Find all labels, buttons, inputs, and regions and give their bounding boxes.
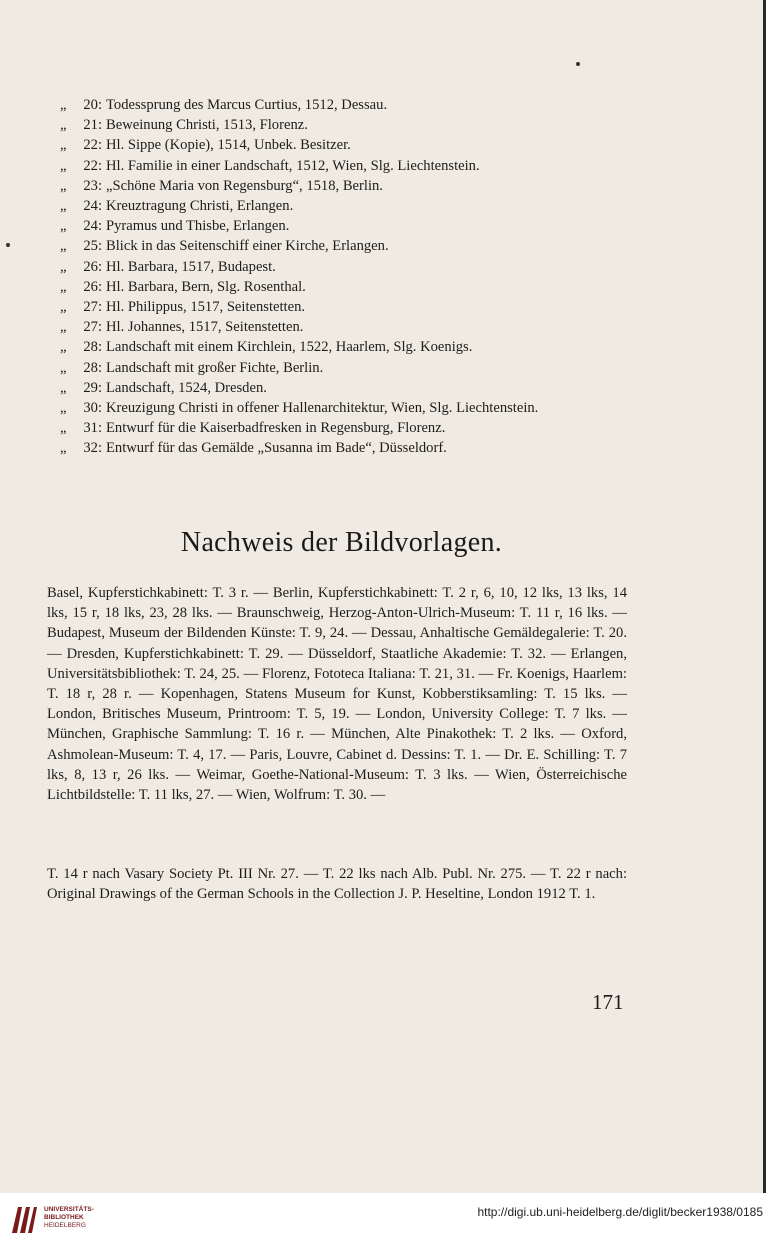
list-item: „ 22: Hl. Sippe (Kopie), 1514, Unbek. Besitzer. xyxy=(60,137,351,154)
catalogue-list xyxy=(56,95,616,459)
list-item: „ 27: Hl. Johannes, 1517, Seitenstetten. xyxy=(60,319,304,336)
list-item: „ 28: Landschaft mit einem Kirchlein, 1522, Haarlem, Slg. Koenigs. xyxy=(60,339,473,356)
list-item-text: Entwurf für die Kaiserbadfresken in Regensburg, Florenz. xyxy=(106,420,446,437)
list-item-text: Landschaft, 1524, Dresden. xyxy=(106,379,267,396)
list-item: „ 27: Hl. Philippus, 1517, Seitenstetten. xyxy=(60,299,306,316)
list-item-text: Todessprung des Marcus Curtius, 1512, Dessau. xyxy=(106,97,388,113)
list-item: „ 22: Hl. Familie in einer Landschaft, 1512, Wien, Slg. Liechtenstein. xyxy=(60,157,480,174)
library-logo-text: UNIVERSITÄTS- BIBLIOTHEK HEIDELBERG xyxy=(44,1206,94,1229)
list-item: „ 20: Todessprung des Marcus Curtius, 1512, Dessau. xyxy=(60,97,388,113)
page-number: 171 xyxy=(592,990,624,1014)
sources-paragraph: Basel, Kupferstichkabinett: T. 3 r. — Berlin, Kupferstichkabinett: T. 2 r, 6, 10, 12 lks, 13 lks, 14 lks, 15 r, 18 lks, 23, 28 lks. — Braunschweig, Herzog-Anton-Ulrich-Museum: T. 11 r, 16 lks. — Budapest, Museum der Bildenden Künste: T. 9, 24. — Dessau, Anhaltische Gemäldegalerie: T. 20. — Dresden, Kupferstichkabinett: T. 29. — Düsseldorf, Staatliche Akademie: T. 32. — Erlangen, Universitätsbibliothek: T. 24, 25. — Florenz, Fototeca Italiana: T. 21, 31. — Fr. Koenigs, Haarlem: T. 18 r, 28 r. — Kopenhagen, Statens Museum for Kunst, Kobberstiksamling: T. 15 lks. — London, Britisches Museum, Printroom: T. 5, 19. — London, University College: T. 7 lks. — München, Graphische Sammlung: T. 16 r. — München, Alte Pinakothek: T. 2 lks. — Oxford, Ashmolean-Museum: T. 4, 17. — Paris, Louvre, Cabinet d. Dessins: T. 1. — Dr. E. Schilling: T. 7 lks, 8, 13 r, 26 lks. — Weimar, Goethe-National-Museum: T. 3 lks. — Wien, Österreichische Lichtbildstelle: T. 11 lks, 27. — Wien, Wolfrum: T. 30. — xyxy=(47,585,627,804)
list-item-text: Landschaft mit einem Kirchlein, 1522, Haarlem, Slg. Koenigs. xyxy=(106,339,473,356)
list-item: „ 26: Hl. Barbara, Bern, Slg. Rosenthal. xyxy=(60,278,306,295)
permalink-url[interactable]: http://digi.ub.uni-heidelberg.de/diglit/becker1938/0185 xyxy=(477,1205,763,1219)
speck-mark xyxy=(6,243,10,247)
list-item: „ 30: Kreuzigung Christi in offener Hallenarchitektur, Wien, Slg. Liechtenstein. xyxy=(60,400,539,417)
section-heading: Nachweis der Bildvorlagen. xyxy=(180,527,503,558)
list-item-text: Beweinung Christi, 1513, Florenz. xyxy=(106,117,308,134)
library-logo-icon xyxy=(10,1203,38,1235)
list-item-text: Hl. Johannes, 1517, Seitenstetten. xyxy=(106,319,304,336)
list-item: „ 32: Entwurf für das Gemälde „Susanna im Bade“, Düsseldorf. xyxy=(60,440,447,457)
sources-note-paragraph: T. 14 r nach Vasary Society Pt. III Nr. 27. — T. 22 lks nach Alb. Publ. Nr. 275. — T. 22 r nach: Original Drawings of the German Schools in the Collection J. P. Heseltine, London 1912 T. 1. xyxy=(47,866,627,903)
list-item-text: Kreuzigung Christi in offener Hallenarchitektur, Wien, Slg. Liechtenstein. xyxy=(106,400,539,417)
list-item-text: „Schöne Maria von Regensburg“, 1518, Berlin. xyxy=(106,177,383,194)
list-item: „ 29: Landschaft, 1524, Dresden. xyxy=(60,379,267,396)
speck-mark xyxy=(576,62,580,66)
list-item-text: Entwurf für das Gemälde „Susanna im Bade“, Düsseldorf. xyxy=(106,440,447,457)
list-item-text: Hl. Barbara, 1517, Budapest. xyxy=(106,258,276,275)
list-item-text: Hl. Familie in einer Landschaft, 1512, Wien, Slg. Liechtenstein. xyxy=(106,157,480,174)
list-item-text: Blick in das Seitenschiff einer Kirche, Erlangen. xyxy=(106,238,389,255)
list-item: „ 31: Entwurf für die Kaiserbadfresken in Regensburg, Florenz. xyxy=(60,420,446,437)
list-item-text: Hl. Sippe (Kopie), 1514, Unbek. Besitzer. xyxy=(106,137,351,154)
list-item: „ 24: Kreuztragung Christi, Erlangen. xyxy=(60,198,294,215)
list-item-text: Landschaft mit großer Fichte, Berlin. xyxy=(106,359,324,376)
list-item-text: Hl. Barbara, Bern, Slg. Rosenthal. xyxy=(106,278,306,295)
viewer-footer xyxy=(0,1193,769,1247)
list-item-text: Hl. Philippus, 1517, Seitenstetten. xyxy=(106,299,306,316)
list-item: „ 25: Blick in das Seitenschiff einer Kirche, Erlangen. xyxy=(60,238,389,255)
list-item: „ 23: „Schöne Maria von Regensburg“, 1518, Berlin. xyxy=(60,177,383,194)
list-item: „ 24: Pyramus und Thisbe, Erlangen. xyxy=(60,218,290,235)
list-item: „ 28: Landschaft mit großer Fichte, Berlin. xyxy=(60,359,324,376)
list-item-text: Kreuztragung Christi, Erlangen. xyxy=(106,198,294,215)
list-item: „ 26: Hl. Barbara, 1517, Budapest. xyxy=(60,258,276,275)
list-item-text: Pyramus und Thisbe, Erlangen. xyxy=(106,218,290,235)
list-item: „ 21: Beweinung Christi, 1513, Florenz. xyxy=(60,117,308,134)
